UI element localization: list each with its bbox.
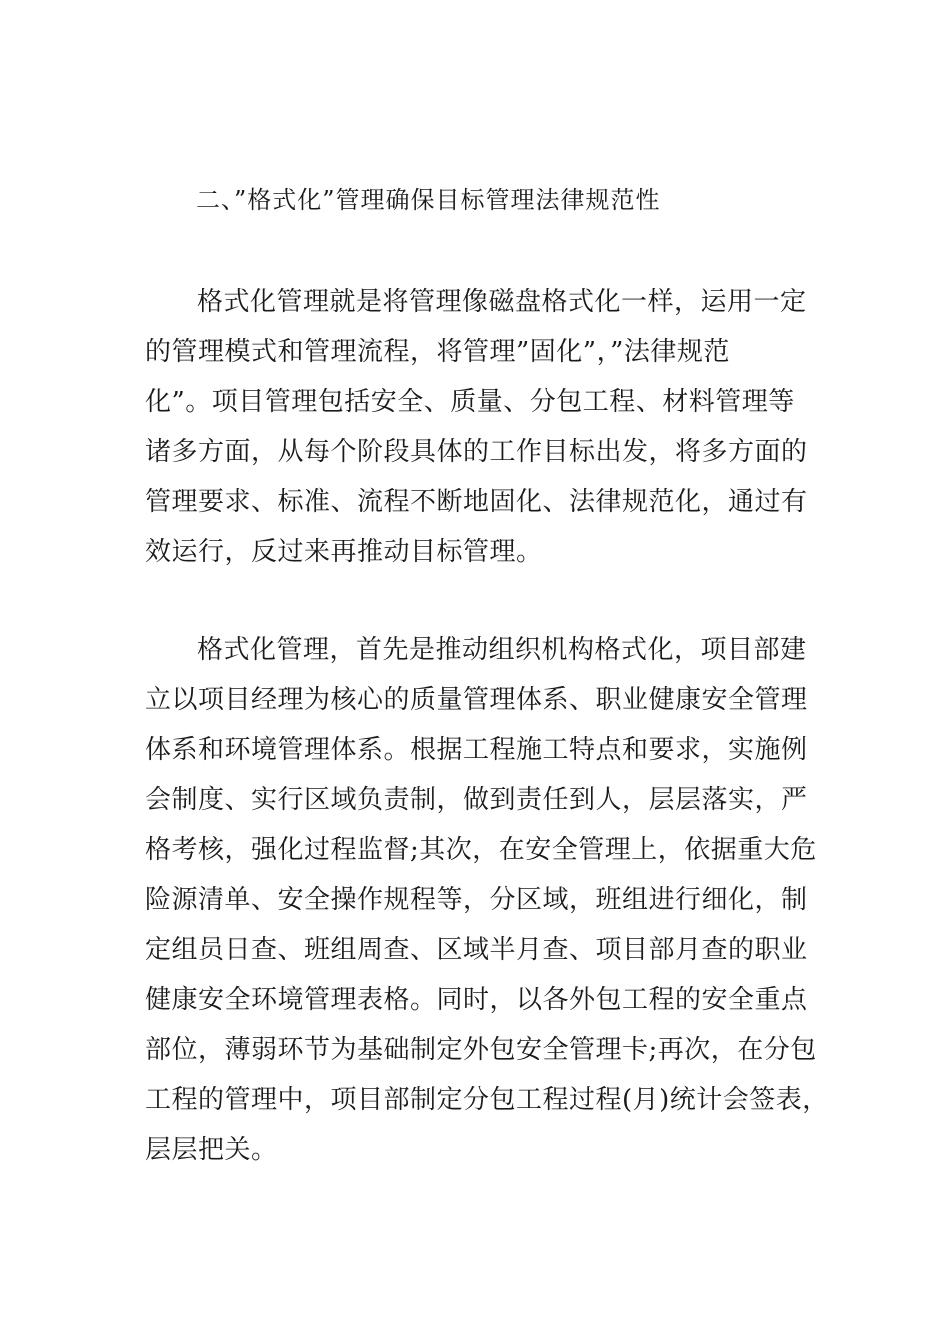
paragraph-line: 诸多方面，从每个阶段具体的工作目标出发，将多方面的 [145,437,808,467]
paragraph-line: 定组员日查、班组周查、区域半月查、项目部月查的职业 [145,935,808,965]
paragraph-line: 管理要求、标准、流程不断地固化、法律规范化，通过有 [145,487,808,517]
paragraph-format-definition [145,277,825,577]
paragraph-line: 立以项目经理为核心的质量管理体系、职业健康安全管理 [145,685,808,715]
paragraph-line: 格式化管理就是将管理像磁盘格式化一样，运用一定 [197,287,807,317]
paragraph-line: 格考核，强化过程监督;其次，在安全管理上，依据重大危 [145,835,817,865]
paragraph-line: 化”。项目管理包括安全、质量、分包工程、材料管理等 [145,387,795,417]
paragraph-line: 险源清单、安全操作规程等，分区域，班组进行细化，制 [145,885,808,915]
paragraph-line: 效运行，反过来再推动目标管理。 [145,537,543,567]
paragraph-line: 部位，薄弱环节为基础制定外包安全管理卡;再次，在分包 [145,1035,817,1065]
paragraph-format-practice [145,625,829,1175]
paragraph-line: 格式化管理，首先是推动组织机构格式化，项目部建 [197,635,807,665]
section-heading: 二、”格式化”管理确保目标管理法律规范性 [196,186,661,214]
paragraph-line: 会制度、实行区域负责制，做到责任到人，层层落实，严 [145,785,808,815]
paragraph-line: 健康安全环境管理表格。同时，以各外包工程的安全重点 [145,985,808,1015]
paragraph-line: 的管理模式和管理流程，将管理”固化”，”法律规范 [145,337,730,367]
paragraph-line: 层层把关。 [145,1135,278,1165]
paragraph-line: 工程的管理中，项目部制定分包工程过程(月)统计会签表， [145,1085,829,1115]
paragraph-line: 体系和环境管理体系。根据工程施工特点和要求，实施例 [145,735,808,765]
